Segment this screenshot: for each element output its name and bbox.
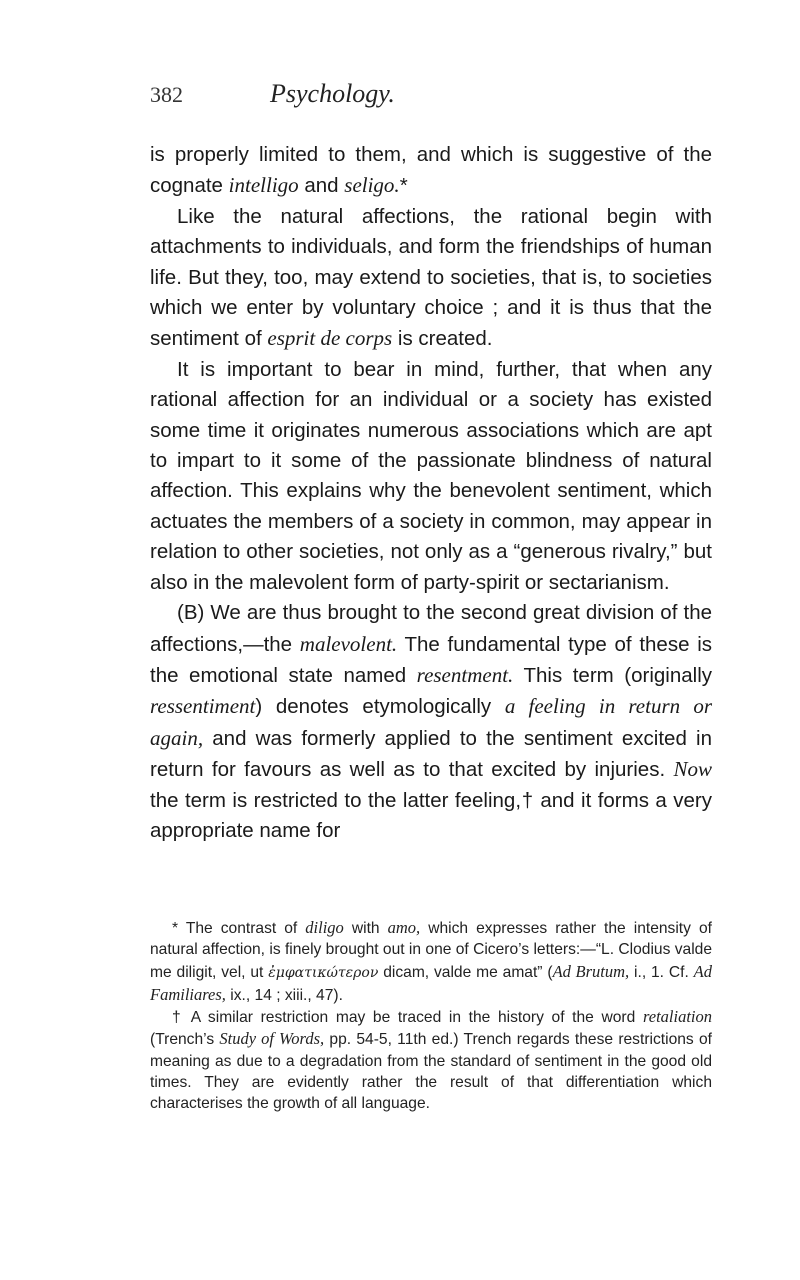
text-run: which expresses rather the intensity of natural affection, is finely brought out in one of Cicero’s letters:—“L. Clodius valde me diligit, vel, ut (150, 920, 712, 981)
paragraph-4 (150, 598, 712, 846)
text-run: and (298, 174, 345, 198)
italic-run: Study of Words, (219, 1029, 325, 1049)
italic-run: resentment. (416, 662, 514, 687)
italic-run: malevolent. (299, 631, 398, 656)
paragraph-3 (150, 355, 712, 598)
body-text (150, 140, 712, 846)
text-run: i., 1. Cf. (629, 963, 694, 981)
text-run: with (343, 920, 388, 937)
page-number: 382 (150, 82, 183, 107)
text-run: (B) We are thus brought to the second great division of the affections,—the (150, 601, 712, 656)
italic-run: ressentiment (150, 694, 256, 719)
text-run: The fundamental type of these is the emotional state named (150, 632, 712, 687)
text-run: ) denotes etymologically (255, 695, 505, 719)
page-header (150, 79, 710, 122)
italic-run: amo, (387, 918, 421, 937)
text-run: * The contrast of (172, 920, 306, 937)
text-run: Like the natural affections, the rational begin with attachments to individuals, and form the friendships of human life. But they, too, may extend to societies, that is, to societies which we enter by voluntary choice ; and it is thus that the sentiment of (150, 204, 712, 351)
running-head: Psychology. (270, 79, 395, 108)
text-run: and was formerly applied to the sentiment excited in return for favours as well as to that excited by injuries. (150, 726, 712, 782)
paragraph-1 (150, 140, 712, 202)
text-run: pp. 54-5, 11th ed.) Trench regards these restrictions of meaning as due to a degradation from the standard of sentiment in the good old times. They are evidently rather the result of that differentiation which characterises the growth of all language. (150, 1031, 712, 1113)
text-run: the term is restricted to the latter feeling,† and it forms a very appropriate name for (150, 788, 712, 842)
italic-run: a feeling in return or again, (150, 694, 712, 750)
italic-run: Now (673, 757, 712, 782)
text-run: is properly limited to them, and which is suggestive of the cognate (150, 143, 712, 198)
text-run: is created. (392, 327, 493, 351)
footnotes (150, 917, 712, 1115)
italic-run: esprit de corps (267, 326, 393, 351)
text-run: † A similar restriction may be traced in the history of the word (172, 1009, 643, 1027)
text-run: This term (originally (513, 663, 712, 687)
italic-run: seligo. (344, 173, 400, 198)
text-run: dicam, valde me amat” ( (378, 963, 553, 981)
text-run: (Trench’s (150, 1031, 220, 1049)
italic-run: intelligo (228, 173, 299, 198)
italic-run: Ad Brutum, (552, 961, 630, 981)
footnote-1 (150, 917, 712, 1006)
text-run: ix., 14 ; xiii., 47). (225, 986, 343, 1004)
footnote-2 (150, 1006, 712, 1114)
text-run: It is important to bear in mind, further, that when any rational affection for an individual or a society has existed some time it originates numerous associations which are apt to impart to it some of the passionate blindness of natural affection. This explains why the benevolent sentiment, which actuates the members of a society in common, may appear in relation to other societies, not only as a “generous rivalry,” but also in the malevolent form of party-spirit or sectarianism. (150, 357, 712, 594)
italic-run: diligo (305, 918, 344, 937)
footnote-marker: * (399, 174, 408, 198)
italic-run: Ad Familiares, (150, 961, 712, 1004)
italic-run: retaliation (642, 1007, 712, 1027)
greek-word: ἐμφατικώτερον (268, 964, 379, 981)
paragraph-2 (150, 202, 712, 355)
